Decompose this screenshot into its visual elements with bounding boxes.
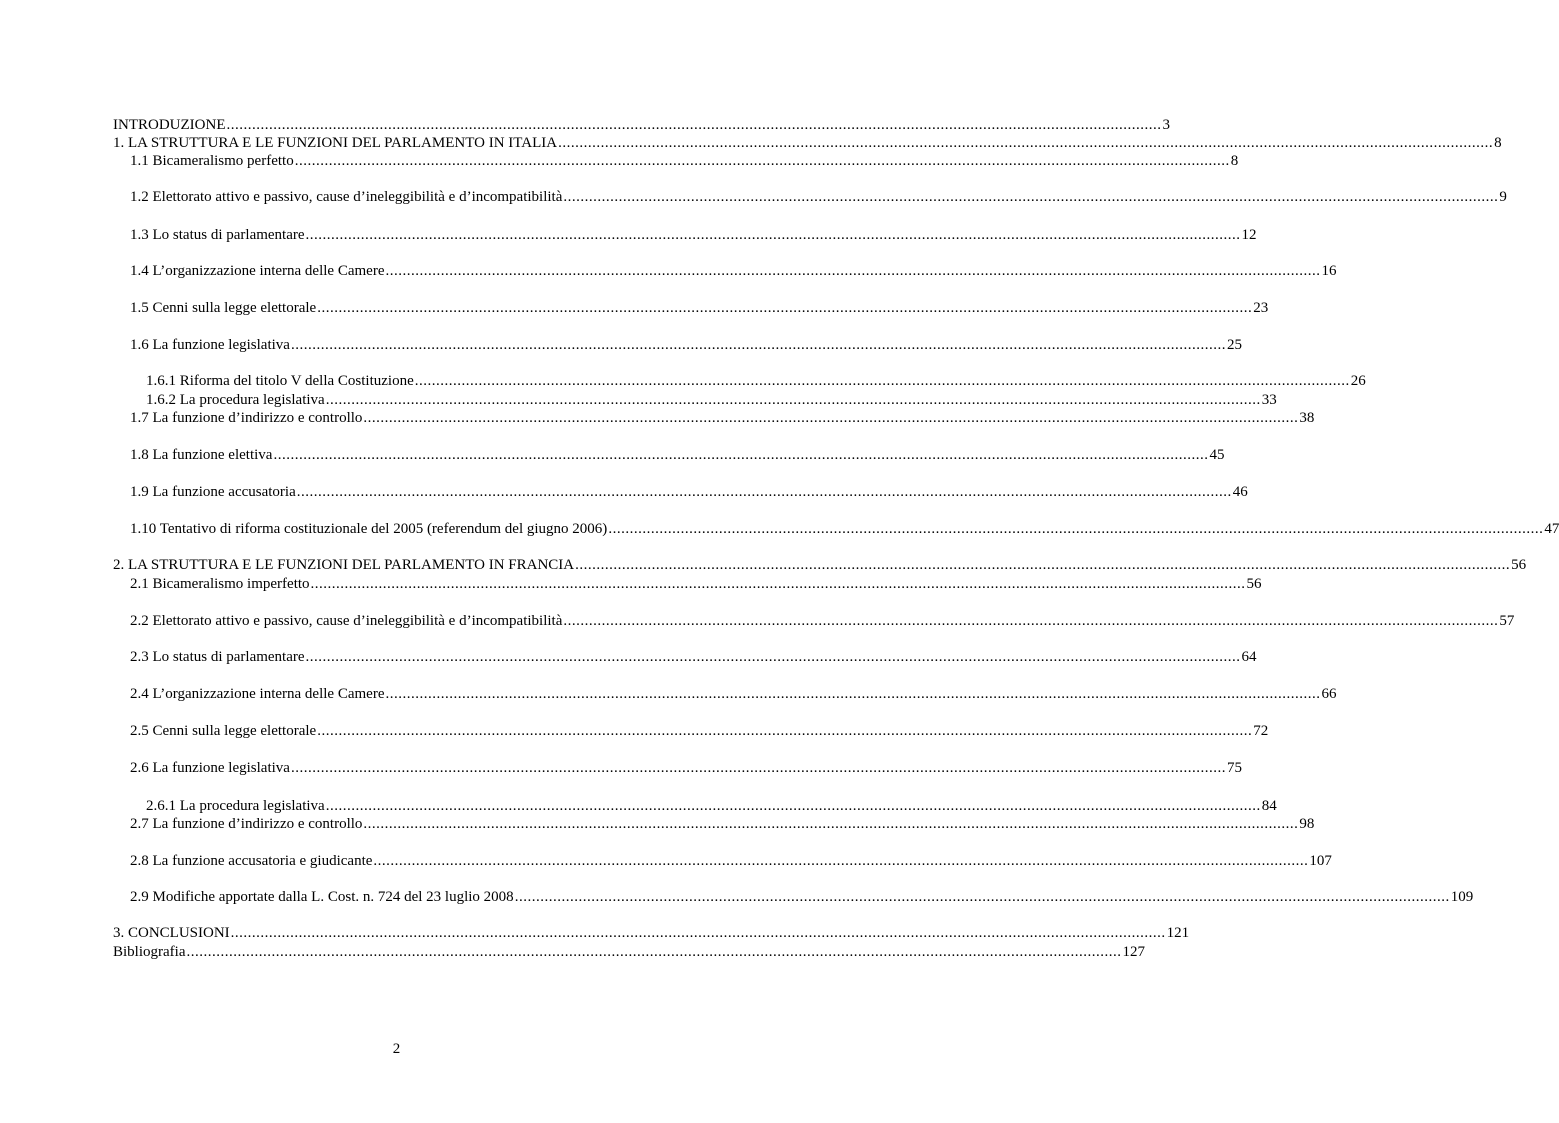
toc-entry-title: 1.9 La funzione accusatoria — [130, 484, 296, 500]
toc-entry[interactable] — [130, 759, 1242, 777]
toc-leader-dots: ............................................................................................................................................................................................................................ — [317, 300, 1253, 316]
toc-entry-page: 75 — [1226, 760, 1242, 776]
toc-entry-page: 8 — [1494, 135, 1502, 151]
toc-entry[interactable] — [130, 575, 1262, 593]
toc-leader-dots: ............................................................................................................................................................................................................................ — [385, 263, 1321, 279]
toc-leader-dots: ............................................................................................................................................................................................................................ — [363, 410, 1299, 426]
toc-entry[interactable] — [130, 483, 1248, 501]
toc-entry-title: 2.4 L’organizzazione interna delle Camere — [130, 686, 385, 702]
toc-leader-dots: ............................................................................................................................................................................................................................ — [294, 153, 1230, 169]
toc-entry-page: 3 — [1162, 117, 1170, 133]
toc-entry-title: 1.8 La funzione elettiva — [130, 447, 273, 463]
toc-entry-page: 72 — [1253, 723, 1269, 739]
toc-entry-title: 1.1 Bicameralismo perfetto — [130, 153, 294, 169]
toc-entry[interactable] — [146, 372, 1366, 390]
page-number: 2 — [392, 1041, 401, 1057]
toc-leader-dots: ............................................................................................................................................................................................................................ — [226, 117, 1162, 133]
toc-entry-page: 25 — [1226, 337, 1242, 353]
toc-entry-title: 2.5 Cenni sulla legge elettorale — [130, 723, 317, 739]
toc-leader-dots: ............................................................................................................................................................................................................................ — [186, 944, 1122, 960]
toc-entry[interactable] — [130, 888, 1474, 906]
toc-entry-page: 127 — [1122, 944, 1145, 960]
toc-leader-dots: ............................................................................................................................................................................................................................ — [273, 447, 1209, 463]
toc-leader-dots: ............................................................................................................................................................................................................................ — [305, 227, 1241, 243]
toc-entry-page: 121 — [1166, 925, 1190, 941]
toc-entry-page: 8 — [1230, 153, 1239, 169]
toc-entry[interactable] — [130, 722, 1269, 740]
toc-entry-title: 2.9 Modifiche apportate dalla L. Cost. n. 724 del 23 luglio 2008 — [130, 889, 514, 905]
toc-entry-title: 2.3 Lo status di parlamentare — [130, 649, 305, 665]
toc-entry-title: 2.6.1 La procedura legislativa — [146, 798, 325, 814]
toc-entry[interactable] — [130, 446, 1225, 464]
toc-leader-dots: ............................................................................................................................................................................................................................ — [385, 686, 1321, 702]
toc-entry-title: INTRODUZIONE — [113, 117, 226, 133]
toc-leader-dots: ............................................................................................................................................................................................................................ — [608, 521, 1544, 537]
toc-entry-page: 38 — [1299, 410, 1315, 426]
toc-entry[interactable] — [130, 852, 1332, 870]
toc-entry[interactable] — [130, 612, 1515, 630]
toc-leader-dots: ............................................................................................................................................................................................................................ — [414, 373, 1350, 389]
toc-entry[interactable] — [113, 943, 1145, 961]
toc-entry-title: 2.6 La funzione legislativa — [130, 760, 290, 776]
toc-entry-page: 45 — [1209, 447, 1225, 463]
toc-leader-dots: ............................................................................................................................................................................................................................ — [290, 760, 1226, 776]
toc-entry-page: 26 — [1350, 373, 1366, 389]
toc-entry-page: 66 — [1321, 686, 1337, 702]
toc-entry-title: 2.7 La funzione d’indirizzo e controllo — [130, 816, 363, 832]
toc-entry-title: 1.7 La funzione d’indirizzo e controllo — [130, 410, 363, 426]
toc-entry-title: 2. LA STRUTTURA E LE FUNZIONI DEL PARLAMENTO IN FRANCIA — [113, 557, 575, 573]
toc-leader-dots: ............................................................................................................................................................................................................................ — [325, 392, 1261, 408]
toc-entry-page: 47 — [1544, 521, 1559, 537]
toc-entry[interactable] — [130, 262, 1337, 280]
toc-entry-page: 16 — [1321, 263, 1337, 279]
toc-leader-dots: ............................................................................................................................................................................................................................ — [310, 576, 1246, 592]
toc-leader-dots: ............................................................................................................................................................................................................................ — [575, 557, 1511, 573]
toc-entry-title: 1.2 Elettorato attivo e passivo, cause d’ineleggibilità e d’incompatibilità — [130, 189, 563, 205]
toc-entry[interactable] — [130, 188, 1507, 206]
toc-entry-page: 9 — [1499, 189, 1507, 205]
toc-entry[interactable] — [113, 556, 1527, 574]
toc-entry[interactable] — [130, 336, 1242, 354]
toc-entry-page: 109 — [1450, 889, 1474, 905]
toc-entry-page: 107 — [1309, 853, 1332, 869]
toc-entry-title: 1.4 L’organizzazione interna delle Camere — [130, 263, 385, 279]
toc-entry[interactable] — [130, 152, 1239, 170]
toc-entry[interactable] — [113, 134, 1502, 152]
toc-leader-dots: ............................................................................................................................................................................................................................ — [317, 723, 1253, 739]
toc-entry-page: 56 — [1246, 576, 1262, 592]
toc-entry[interactable] — [113, 924, 1190, 942]
toc-entry-title: Bibliografia — [113, 944, 186, 960]
toc-leader-dots: ............................................................................................................................................................................................................................ — [563, 189, 1499, 205]
toc-entry-title: 1.6 La funzione legislativa — [130, 337, 290, 353]
toc-entry[interactable] — [130, 815, 1315, 833]
toc-entry[interactable] — [130, 520, 1559, 538]
toc-entry-title: 2.2 Elettorato attivo e passivo, cause d’ineleggibilità e d’incompatibilità — [130, 613, 563, 629]
toc-entry-title: 1.3 Lo status di parlamentare — [130, 227, 305, 243]
toc-leader-dots: ............................................................................................................................................................................................................................ — [363, 816, 1299, 832]
toc-entry-title: 2.1 Bicameralismo imperfetto — [130, 576, 310, 592]
toc-leader-dots: ............................................................................................................................................................................................................................ — [305, 649, 1241, 665]
toc-entry-title: 1.5 Cenni sulla legge elettorale — [130, 300, 317, 316]
toc-entry[interactable] — [130, 409, 1315, 427]
toc-entry[interactable] — [130, 299, 1269, 317]
toc-entry-title: 1. LA STRUTTURA E LE FUNZIONI DEL PARLAMENTO IN ITALIA — [113, 135, 558, 151]
toc-leader-dots: ............................................................................................................................................................................................................................ — [558, 135, 1494, 151]
toc-entry-title: 3. CONCLUSIONI — [113, 925, 230, 941]
toc-entry[interactable] — [146, 391, 1277, 409]
toc-entry-page: 84 — [1261, 798, 1277, 814]
toc-entry-page: 12 — [1241, 227, 1257, 243]
toc-leader-dots: ............................................................................................................................................................................................................................ — [290, 337, 1226, 353]
toc-entry[interactable] — [113, 116, 1170, 134]
toc-entry-page: 98 — [1299, 816, 1315, 832]
toc-entry[interactable] — [130, 226, 1257, 244]
toc-entry-page: 23 — [1253, 300, 1269, 316]
toc-leader-dots: ............................................................................................................................................................................................................................ — [514, 889, 1450, 905]
toc-leader-dots: ............................................................................................................................................................................................................................ — [296, 484, 1232, 500]
toc-entry-page: 57 — [1499, 613, 1515, 629]
toc-entry-page: 46 — [1232, 484, 1248, 500]
toc-leader-dots: ............................................................................................................................................................................................................................ — [230, 925, 1166, 941]
toc-entry-title: 1.6.2 La procedura legislativa — [146, 392, 325, 408]
toc-entry-page: 33 — [1261, 392, 1277, 408]
toc-entry-page: 64 — [1241, 649, 1257, 665]
toc-entry-title: 2.8 La funzione accusatoria e giudicante — [130, 853, 373, 869]
toc-entry-title: 1.6.1 Riforma del titolo V della Costituzione — [146, 373, 414, 389]
toc-leader-dots: ............................................................................................................................................................................................................................ — [373, 853, 1309, 869]
toc-leader-dots: ............................................................................................................................................................................................................................ — [325, 798, 1261, 814]
toc-entry-page: 56 — [1511, 557, 1527, 573]
toc-entry[interactable] — [146, 797, 1277, 815]
toc-entry-title: 1.10 Tentativo di riforma costituzionale del 2005 (referendum del giugno 2006) — [130, 521, 608, 537]
toc-entry[interactable] — [130, 685, 1337, 703]
toc-leader-dots: ............................................................................................................................................................................................................................ — [563, 613, 1499, 629]
toc-entry[interactable] — [130, 648, 1257, 666]
